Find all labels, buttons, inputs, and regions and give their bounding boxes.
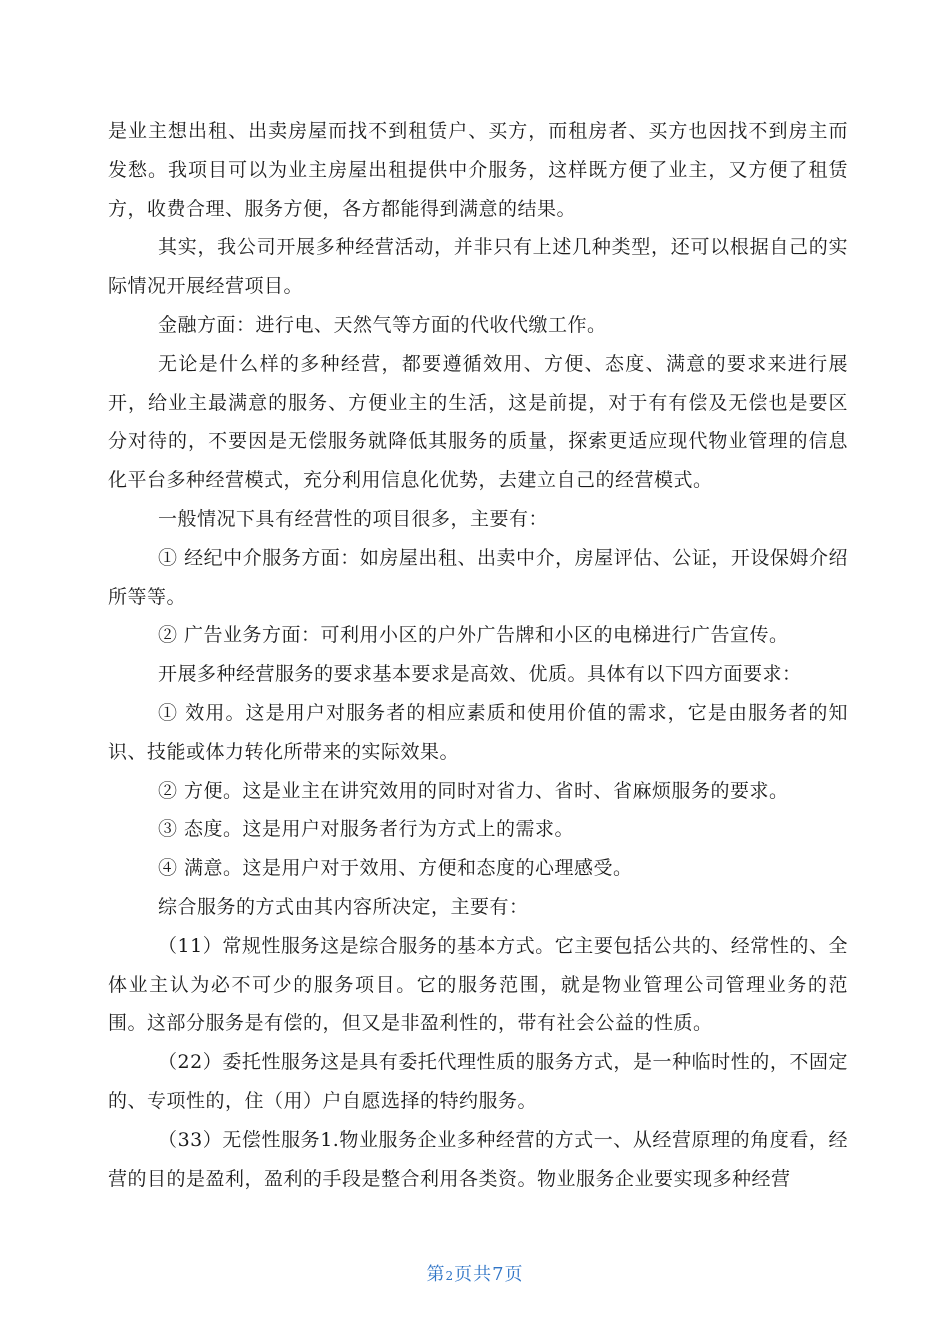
footer-total-pages: 7 xyxy=(492,1264,505,1285)
list-item: ① 效用。这是用户对服务者的相应素质和使用价值的需求，它是由服务者的知识、技能或体力转化所带来的实际效果。 xyxy=(108,701,848,763)
paragraph: 其实，我公司开展多种经营活动，并非只有上述几种类型，还可以根据自己的实际情况开展经营项目。 xyxy=(108,236,848,298)
document-body xyxy=(108,112,848,1198)
list-item: ④ 满意。这是用户对于效用、方便和态度的心理感受。 xyxy=(158,857,633,880)
list-item: ① 经纪中介服务方面：如房屋出租、出卖中介，房屋评估、公证，开设保姆介绍所等等。 xyxy=(108,546,848,608)
paragraph: 是业主想出租、出卖房屋而找不到租赁户、买方，而租房者、买方也因找不到房主而发愁。我项目可以为业主房屋出租提供中介服务，这样既方便了业主，又方便了租赁方，收费合理、服务方便，各方都能得到满意的结果。 xyxy=(108,120,848,220)
paragraph: 金融方面：进行电、天然气等方面的代收代缴工作。 xyxy=(158,313,607,336)
footer-page-number: 2 xyxy=(445,1269,455,1283)
numbered-item: （22）委托性服务这是具有委托代理性质的服务方式，是一种临时性的，不固定的、专项性的，住（用）户自愿选择的特约服务。 xyxy=(108,1051,848,1112)
list-item: ② 广告业务方面：可利用小区的户外广告牌和小区的电梯进行广告宣传。 xyxy=(158,624,789,647)
paragraph: 一般情况下具有经营性的项目很多，主要有： xyxy=(158,507,549,530)
list-item: ② 方便。这是业主在讲究效用的同时对省力、省时、省麻烦服务的要求。 xyxy=(158,779,789,802)
footer-suffix: 页 xyxy=(504,1264,524,1285)
list-item: ③ 态度。这是用户对服务者行为方式上的需求。 xyxy=(158,818,575,841)
paragraph: 开展多种经营服务的要求基本要求是高效、优质。具体有以下四方面要求： xyxy=(158,663,802,686)
numbered-item: （33）无偿性服务1.物业服务企业多种经营的方式一、从经营原理的角度看，经营的目的是盈利，盈利的手段是整合利用各类资。物业服务企业要实现多种经营 xyxy=(108,1128,848,1190)
footer-middle: 页共 xyxy=(454,1264,493,1285)
numbered-item: （11）常规性服务这是综合服务的基本方式。它主要包括公共的、经常性的、全体业主认为必不可少的服务项目。它的服务范围，就是物业管理公司管理业务的范围。这部分服务是有偿的，但又是非盈利性的，带有社会公益的性质。 xyxy=(108,934,848,1035)
footer-prefix: 第 xyxy=(426,1264,446,1285)
page-footer xyxy=(0,1260,950,1286)
paragraph: 综合服务的方式由其内容所决定，主要有： xyxy=(158,895,529,918)
paragraph: 无论是什么样的多种经营，都要遵循效用、方便、态度、满意的要求来进行展开，给业主最满意的服务、方便业主的生活，这是前提，对于有有偿及无偿也是要区分对待的，不要因是无偿服务就降低其服务的质量，探索更适应现代物业管理的信息化平台多种经营模式，充分利用信息化优势，去建立自己的经营模式。 xyxy=(108,352,848,492)
